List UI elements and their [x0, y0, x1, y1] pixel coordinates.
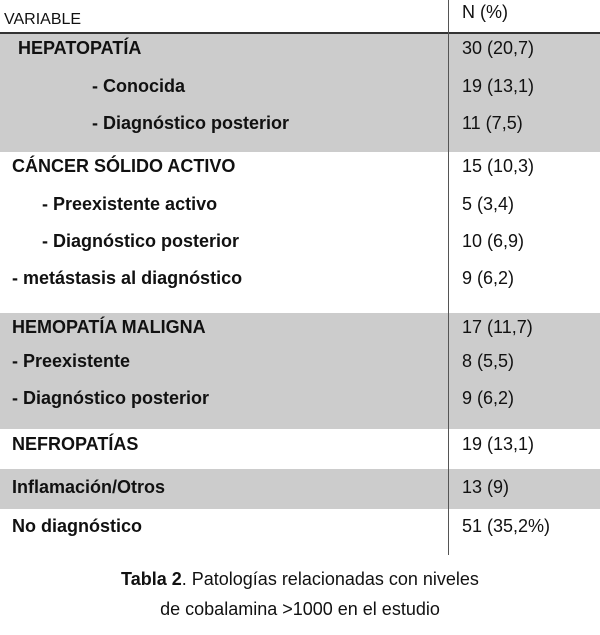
row-value: 15 (10,3) — [462, 156, 535, 176]
row-label: - Conocida — [92, 76, 185, 96]
row-value: 11 (7,5) — [462, 113, 523, 133]
table-row — [0, 223, 600, 259]
table-header — [0, 0, 600, 32]
row-value: 17 (11,7) — [462, 317, 533, 337]
caption-table-number: Tabla 2 — [121, 569, 182, 589]
row-value: 13 (9) — [462, 477, 510, 497]
table-row — [0, 148, 600, 184]
table-row — [0, 309, 600, 345]
row-value: 8 (5,5) — [462, 351, 515, 371]
table-row — [0, 380, 600, 416]
table-row — [0, 186, 600, 222]
row-value: 10 (6,9) — [462, 231, 525, 251]
table-caption — [0, 564, 600, 624]
table-row — [0, 343, 600, 379]
row-label: Inflamación/Otros — [12, 477, 166, 497]
row-label: CÁNCER SÓLIDO ACTIVO — [12, 156, 236, 176]
table-row — [0, 105, 600, 141]
caption-text-1: . Patologías relacionadas con niveles — [181, 569, 479, 589]
row-label: - Diagnóstico posterior — [12, 388, 210, 408]
row-label: - Diagnóstico posterior — [92, 113, 290, 133]
row-value: 30 (20,7) — [462, 38, 535, 58]
row-label: - metástasis al diagnóstico — [12, 268, 243, 288]
table-row — [0, 260, 600, 296]
row-label: HEMOPATÍA MALIGNA — [12, 317, 206, 337]
table-row — [0, 30, 600, 66]
row-label: NEFROPATÍAS — [12, 434, 139, 454]
row-value: 5 (3,4) — [462, 194, 515, 214]
table-row — [0, 68, 600, 104]
column-header-variable: VARIABLE — [4, 11, 82, 28]
column-header-n-percent: N (%) — [462, 2, 508, 22]
table-row — [0, 426, 600, 462]
table-row — [0, 469, 600, 505]
row-value: 9 (6,2) — [462, 388, 515, 408]
row-label: No diagnóstico — [12, 516, 142, 536]
column-divider — [448, 0, 449, 555]
row-label: HEPATOPATÍA — [18, 38, 142, 58]
row-value: 51 (35,2%) — [462, 516, 551, 536]
row-label: - Preexistente — [12, 351, 131, 371]
caption-line-2: de cobalamina >1000 en el estudio — [160, 599, 440, 619]
row-value: 19 (13,1) — [462, 76, 535, 96]
row-value: 19 (13,1) — [462, 434, 535, 454]
row-label: - Diagnóstico posterior — [42, 231, 240, 251]
caption-line-1 — [0, 564, 600, 594]
table-row — [0, 508, 600, 544]
row-value: 9 (6,2) — [462, 268, 515, 288]
row-label: - Preexistente activo — [42, 194, 218, 214]
